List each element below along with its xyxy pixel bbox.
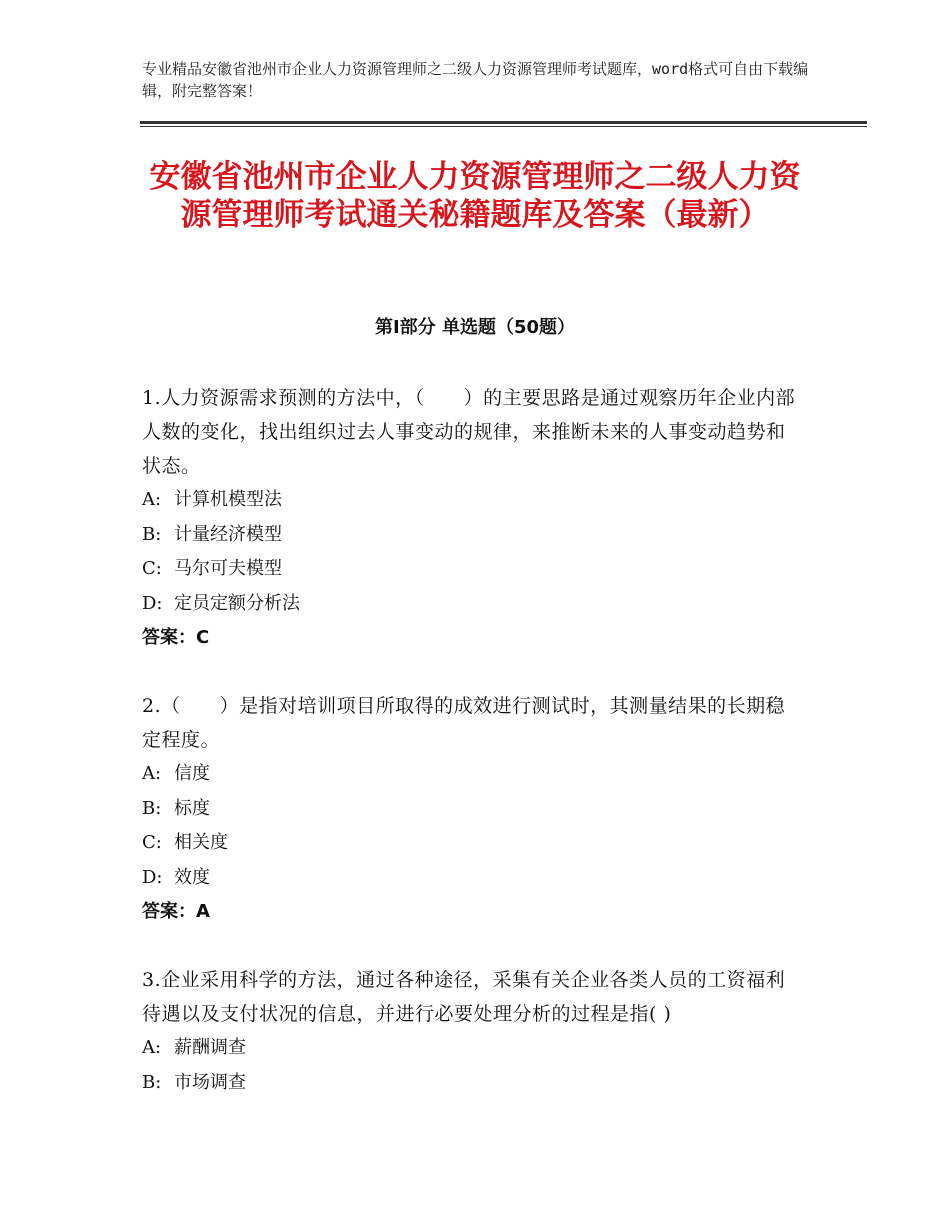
question-1 (142, 381, 802, 655)
option-letter: A: (142, 1037, 162, 1058)
option-letter: C: (142, 832, 162, 853)
option-c (142, 552, 802, 587)
answer-label: 答案：C (142, 627, 210, 648)
option-text: 市场调查 (174, 1071, 246, 1093)
option-letter: A: (142, 763, 162, 784)
question-stem: 3.企业采用科学的方法，通过各种途径，采集有关企业各类人员的工资福利待遇以及支付状况的信息，并进行必要处理分析的过程是指( ) (142, 969, 786, 1025)
option-letter: B: (142, 523, 162, 545)
option-letter: B: (142, 797, 162, 819)
option-b (142, 1066, 802, 1101)
header-note: 专业精品安徽省池州市企业人力资源管理师之二级人力资源管理师考试题库，word格式可自由下载编辑，附完整答案！ (142, 60, 809, 100)
option-letter: B: (142, 1071, 162, 1093)
question-list (142, 381, 802, 1134)
option-text: 相关度 (174, 832, 228, 853)
option-b (142, 792, 802, 827)
question-stem: 1.人力资源需求预测的方法中，（ ）的主要思路是通过观察历年企业内部人数的变化，找出组织过去人事变动的规律，来推断未来的人事变动趋势和状态。 (142, 387, 796, 477)
header-divider-thin (140, 126, 867, 127)
section-title: 第Ⅰ部分 单选题（50题） (374, 317, 575, 338)
option-c (142, 826, 802, 861)
document-title: 安徽省池州市企业人力资源管理师之二级人力资源管理师考试通关秘籍题库及答案（最新） (149, 159, 801, 233)
option-text: 信度 (174, 763, 210, 784)
option-letter: A: (142, 489, 162, 510)
option-d (142, 861, 802, 896)
question-2 (142, 689, 802, 929)
option-letter: D: (142, 592, 163, 614)
option-text: 定员定额分析法 (174, 592, 300, 614)
option-a (142, 1031, 802, 1066)
option-a (142, 483, 802, 518)
option-text: 马尔可夫模型 (174, 558, 282, 579)
option-a (142, 757, 802, 792)
header-divider-thick (140, 121, 867, 124)
option-text: 计算机模型法 (174, 489, 282, 510)
option-letter: D: (142, 866, 163, 888)
question-stem: 2.（ ）是指对培训项目所取得的成效进行测试时，其测量结果的长期稳定程度。 (142, 695, 786, 751)
option-text: 效度 (174, 866, 210, 888)
option-text: 标度 (174, 797, 210, 819)
option-b (142, 518, 802, 553)
option-text: 计量经济模型 (174, 523, 282, 545)
option-d (142, 587, 802, 622)
option-letter: C: (142, 558, 162, 579)
answer-label: 答案：A (142, 901, 210, 922)
option-text: 薪酬调查 (174, 1037, 246, 1058)
question-3 (142, 963, 802, 1100)
